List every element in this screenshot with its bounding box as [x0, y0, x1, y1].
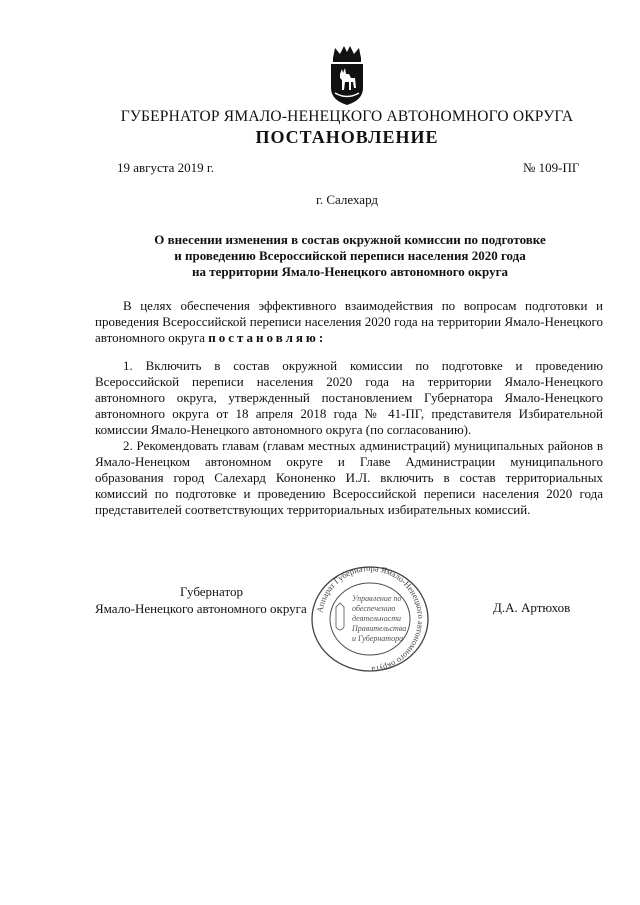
yamal-coat-of-arms-icon — [327, 44, 367, 106]
title-line: и проведению Всероссийской переписи населения 2020 года — [174, 248, 526, 263]
preamble-paragraph — [95, 298, 603, 346]
title-line: О внесении изменения в состав окружной комиссии по подготовке — [154, 232, 546, 247]
decree-item-1: 1. Включить в состав окружной комиссии по подготовке и проведению Всероссийской переписи населения 2020 года на территории Ямало-Ненецкого автономного округа, утвержденный постановлением Губернатора Ямало-Ненецкого автономного округа от 18 апреля 2018 года № 41-ПГ, представителя Избирательной комиссии Ямало-Ненецкого автономного округа (по согласованию). — [95, 358, 603, 437]
document-date: 19 августа 2019 г. — [117, 160, 214, 175]
decree-item-2: 2. Рекомендовать главам (главам местных администраций) муниципальных районов в Ямало-Ненецком автономном округе и Главе Администрации муниципального образования город Салехард Кононенко И.Л. включить в состав территориальных комиссий по подготовке и проведению Всероссийской переписи населения 2020 года представителей соответствующих территориальных избирательных комиссий. — [95, 438, 603, 517]
seal-inner-line: деятельности — [352, 614, 401, 623]
document-city: г. Салехард — [315, 192, 379, 207]
seal-ring-text: Аппарат Губернатора Ямало-Ненецкого автономного округа — [314, 563, 427, 675]
signatory-role — [95, 583, 307, 617]
seal-inner-line: и Губернатора — [352, 634, 404, 643]
document-body — [95, 298, 603, 518]
seal-inner-line: Управление по — [352, 594, 402, 603]
document-number: № 109-ПГ — [523, 160, 580, 175]
document-type-heading: ПОСТАНОВЛЕНИЕ — [255, 127, 439, 147]
official-seal-stamp — [306, 563, 434, 675]
seal-inner-line: Правительства — [352, 624, 407, 633]
seal-inner-line: обеспечению — [352, 604, 396, 613]
authority-heading: ГУБЕРНАТОР ЯМАЛО-НЕНЕЦКОГО АВТОНОМНОГО ОКРУГА — [120, 108, 574, 125]
preamble-text: В целях обеспечения эффективного взаимодействия по вопросам подготовки и проведения Всероссийской переписи населения 2020 года на территории Ямало-Ненецкого автономного округа — [95, 298, 603, 345]
document-title — [120, 232, 580, 280]
signatory-name: Д.А. Артюхов — [493, 600, 571, 615]
signatory-role-line2: Ямало-Ненецкого автономного округа — [95, 601, 307, 616]
signatory-role-line1: Губернатор — [180, 584, 243, 599]
decree-word: постановляю: — [208, 330, 327, 345]
title-line: на территории Ямало-Ненецкого автономного округа — [192, 264, 508, 279]
